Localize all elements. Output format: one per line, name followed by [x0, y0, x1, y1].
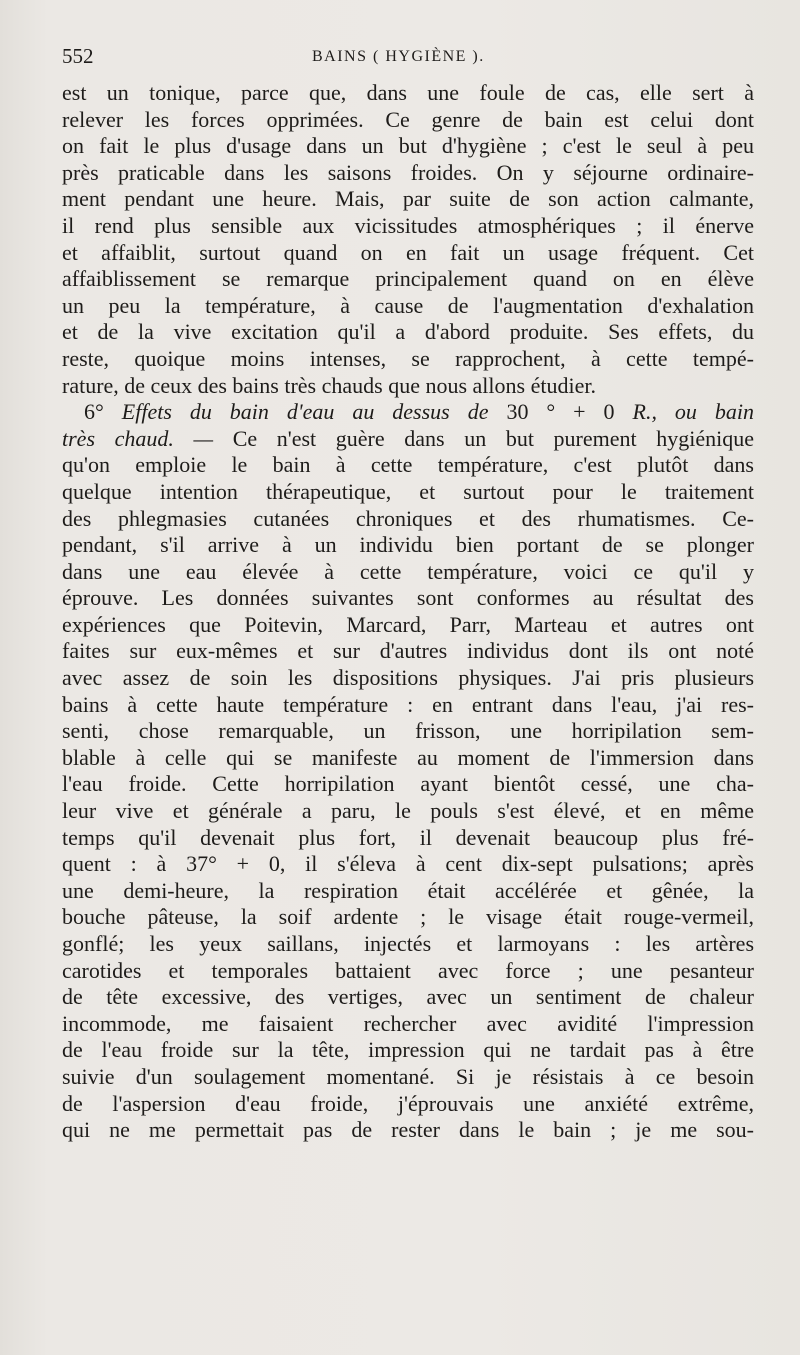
section-title: Effets du bain d'eau au dessus de — [121, 399, 489, 425]
text-line: senti, chose remarquable, un frisson, une horripilation sem- — [62, 718, 754, 744]
text-line: expériences que Poitevin, Marcard, Parr, Marteau et autres ont — [62, 611, 754, 637]
text-line: éprouve. Les données suivantes sont conformes au résultat des — [62, 585, 754, 611]
text-line: incommode, me faisaient rechercher avec avidité l'impression — [62, 1010, 754, 1036]
text-line: quent : à 37° + 0, il s'éleva à cent dix-sept pulsations; après — [62, 851, 754, 877]
text-line: des phlegmasies cutanées chroniques et des rhumatismes. Ce- — [62, 505, 754, 531]
text-line: carotides et temporales battaient avec force ; une pesanteur — [62, 957, 754, 983]
text-line: bains à cette haute température : en entrant dans l'eau, j'ai res- — [62, 691, 754, 717]
text-line: on fait le plus d'usage dans un but d'hygiène ; c'est le seul à peu — [62, 133, 754, 159]
text-line: avec assez de soin les dispositions physiques. J'ai pris plusieurs — [62, 665, 754, 691]
section-title-cont: R., ou bain — [632, 399, 754, 425]
page-number: 552 — [62, 44, 94, 68]
text-line: près praticable dans les saisons froides. On y séjourne ordinaire- — [62, 159, 754, 185]
text-line: il rend plus sensible aux vicissitudes atmosphériques ; il énerve — [62, 212, 754, 238]
text-line: et de la vive excitation qu'il a d'abord produite. Ses effets, du — [62, 319, 754, 345]
text-line: de l'aspersion d'eau froide, j'éprouvais une anxiété extrême, — [62, 1090, 754, 1116]
text-line: suivie d'un soulagement momentané. Si je résistais à ce besoin — [62, 1063, 754, 1089]
text-line: est un tonique, parce que, dans une foule de cas, elle sert à — [62, 80, 754, 105]
text-line: relever les forces opprimées. Ce genre de bain est celui dont — [62, 106, 754, 132]
text-line: quelque intention thérapeutique, et surtout pour le traitement — [62, 478, 754, 504]
text-line: affaiblissement se remarque principalement quand on en élève — [62, 266, 754, 292]
text-line: et affaiblit, surtout quand on en fait un usage fréquent. Cet — [62, 239, 754, 265]
text-line: dans une eau élevée à cette température, voici ce qu'il y — [62, 558, 754, 584]
section-title-end: très chaud. — — [62, 425, 214, 451]
text-line: temps qu'il devenait plus fort, il devenait beaucoup plus fré- — [62, 824, 754, 850]
page-header — [62, 44, 752, 74]
text-line: une demi-heure, la respiration était accélérée et gênée, la — [62, 877, 754, 903]
text-line: bouche pâteuse, la soif ardente ; le visage était rouge-vermeil, — [62, 904, 754, 930]
text-line: rature, de ceux des bains très chauds que nous allons étudier. — [62, 372, 596, 398]
text-line: qu'on emploie le bain à cette température, c'est plutôt dans — [62, 452, 754, 478]
running-head: BAINS ( HYGIÈNE ). — [312, 48, 485, 65]
text-line: un peu la température, à cause de l'augmentation d'exhalation — [62, 292, 754, 318]
text-line: de tête excessive, des vertiges, avec un sentiment de chaleur — [62, 984, 754, 1010]
section-heading-line-2 — [62, 426, 754, 453]
text-line: pendant, s'il arrive à un individu bien portant de se plonger — [62, 532, 754, 558]
text-line: qui ne me permettait pas de rester dans le bain ; je me sou- — [62, 1117, 754, 1143]
text-line: faites sur eux-mêmes et sur d'autres individus dont ils ont noté — [62, 638, 754, 664]
text-line: l'eau froide. Cette horripilation ayant bientôt cessé, une cha- — [62, 771, 754, 797]
text-line: reste, quoique moins intenses, se rapprochent, à cette tempé- — [62, 345, 754, 371]
text-line: blable à celle qui se manifeste au moment de l'immersion dans — [62, 744, 754, 770]
text-line: ment pendant une heure. Mais, par suite de son action calmante, — [62, 186, 754, 212]
text-line: gonflé; les yeux saillans, injectés et larmoyans : les artères — [62, 931, 754, 956]
body-text — [62, 80, 754, 1144]
section-heading-line — [62, 399, 754, 426]
section-number: 6° — [84, 399, 104, 425]
text-line: de l'eau froide sur la tête, impression qui ne tardait pas à être — [62, 1037, 754, 1063]
text-line: leur vive et générale a paru, le pouls s'est élevé, et en même — [62, 798, 754, 824]
section-temperature: 30 ° + 0 — [506, 399, 615, 425]
section-first-text: Ce n'est guère dans un but purement hygiénique — [232, 425, 755, 451]
